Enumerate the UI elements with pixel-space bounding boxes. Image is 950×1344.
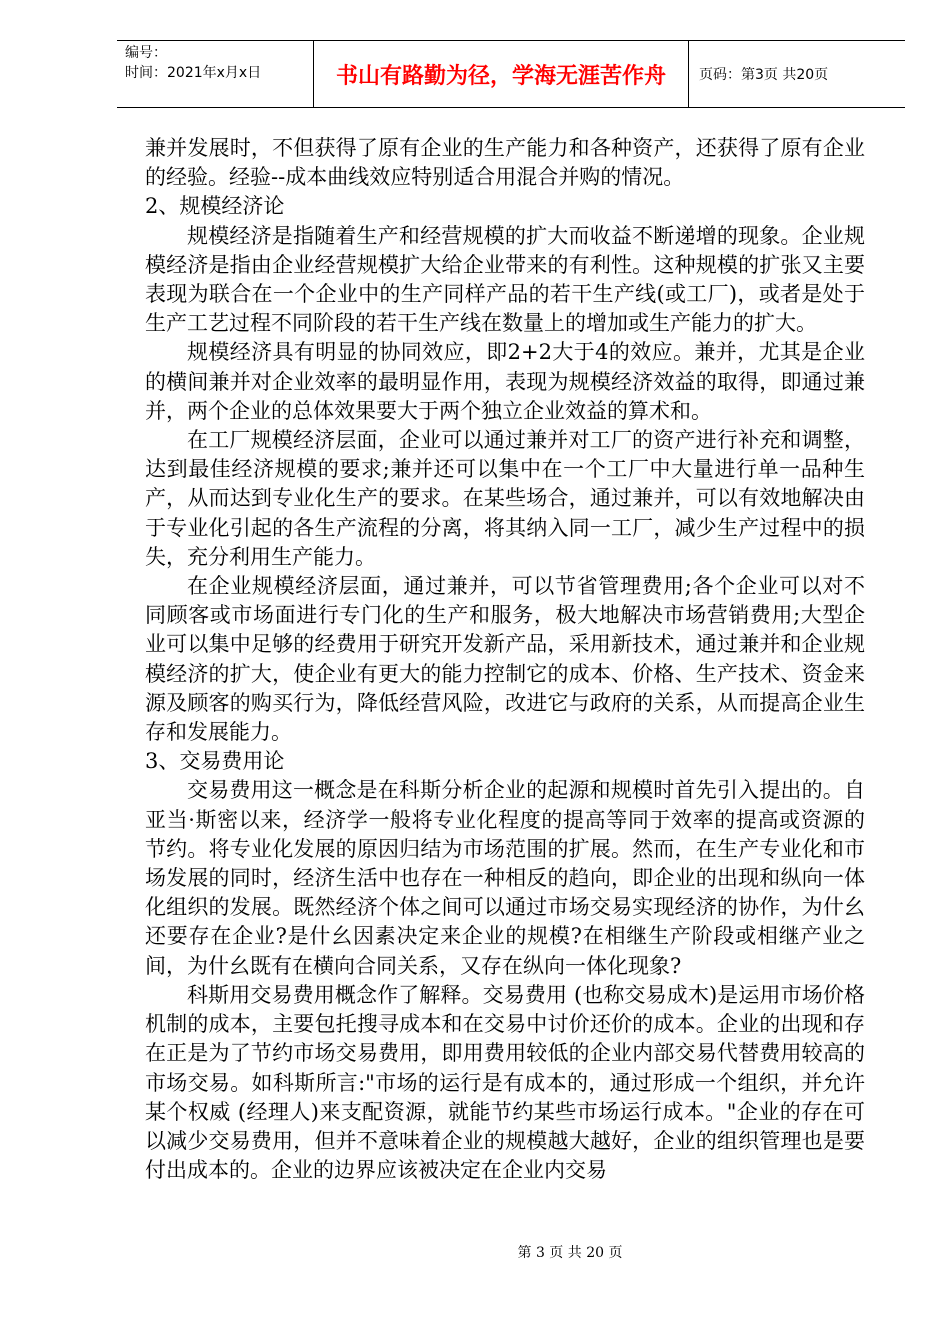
paragraph: 规模经济具有明显的协同效应，即2+2大于4的效应。兼并，尤其是企业的横间兼并对企业效率的最明显作用，表现为规模经济效益的取得，即通过兼并，两个企业的总体效果要大于两个独立企业效益的算术和。: [145, 340, 865, 423]
paragraph: 规模经济是指随着生产和经营规模的扩大而收益不断递增的现象。企业规模经济是指由企业经营规模扩大给企业带来的有利性。这种规模的扩张又主要表现为联合在一个企业中的生产同样产品的若干生产线(或工厂)，或者是处于生产工艺过程不同阶段的若干生产线在数量上的增加或生产能力的扩大。: [145, 223, 865, 336]
document-time-label: 时间：2021年x月x日: [125, 65, 262, 81]
paragraph: 在工厂规模经济层面，企业可以通过兼并对工厂的资产进行补充和调整，达到最佳经济规模的要求;兼并还可以集中在一个工厂中大量进行单一品种生产，从而达到专业化生产的要求。在某些场合，通过兼并，可以有效地解决由于专业化引起的各生产流程的分离，将其纳入同一工厂，减少生产过程中的损失，充分利用生产能力。: [145, 428, 865, 569]
section-heading: 3、交易费用论: [145, 749, 285, 774]
page-footer: 第 3 页 共 20 页: [517, 1245, 623, 1261]
paragraph: 交易费用这一概念是在科斯分析企业的起源和规模时首先引入提出的。自亚当·斯密以来，经济学一般将专业化程度的提高等同于效率的提高或资源的节约。将专业化发展的原因归结为市场范围的扩展。然而，在生产专业化和市场发展的同时，经济生活中也存在一种相反的趋向，即企业的出现和纵向一体化组织的发展。既然经济个体之间可以通过市场交易实现经济的协作，为什幺还要存在企业?是什幺因素决定来企业的规模?在相继生产阶段或相继产业之间，为什幺既有在横向合同关系，又存在纵向一体化现象?: [145, 778, 865, 978]
document-body: [145, 134, 865, 1185]
paragraph: 在企业规模经济层面，通过兼并，可以节省管理费用;各个企业可以对不同顾客或市场面进行专门化的生产和服务，极大地解决市场营销费用;大型企业可以集中足够的经费用于研究开发新产品，采用新技术，通过兼并和企业规模经济的扩大，使企业有更大的能力控制它的成本、价格、生产技术、资金来源及顾客的购买行为，降低经营风险，改进它与政府的关系，从而提高企业生存和发展能力。: [145, 574, 865, 745]
header-motto: 书山有路勤为径，学海无涯苦作舟: [314, 41, 689, 107]
page-header: [117, 40, 905, 108]
paragraph: 兼并发展时，不但获得了原有企业的生产能力和各种资产，还获得了原有企业的经验。经验--成本曲线效应特别适合用混合并购的情况。: [145, 136, 865, 190]
header-meta: [117, 41, 314, 107]
paragraph: 科斯用交易费用概念作了解释。交易费用 (也称交易成木)是运用市场价格机制的成本，主要包托搜寻成本和在交易中讨价还价的成本。企业的出现和存在正是为了节约市场交易费用，即用费用较低的企业内部交易代替费用较高的市场交易。如科斯所言:"市场的运行是有成本的，通过形成一个组织，并允许某个权威 (经理人)来支配资源，就能节约某些市场运行成本。"企业的存在可以减少交易费用，但并不意味着企业的规模越大越好，企业的组织管理也是要付出成本的。企业的边界应该被决定在企业内交易: [145, 982, 865, 1183]
section-heading: 2、规模经济论: [145, 194, 285, 219]
document-number-label: 编号：: [125, 45, 167, 61]
header-page-number: 页码：第3页 共20页: [699, 67, 829, 83]
